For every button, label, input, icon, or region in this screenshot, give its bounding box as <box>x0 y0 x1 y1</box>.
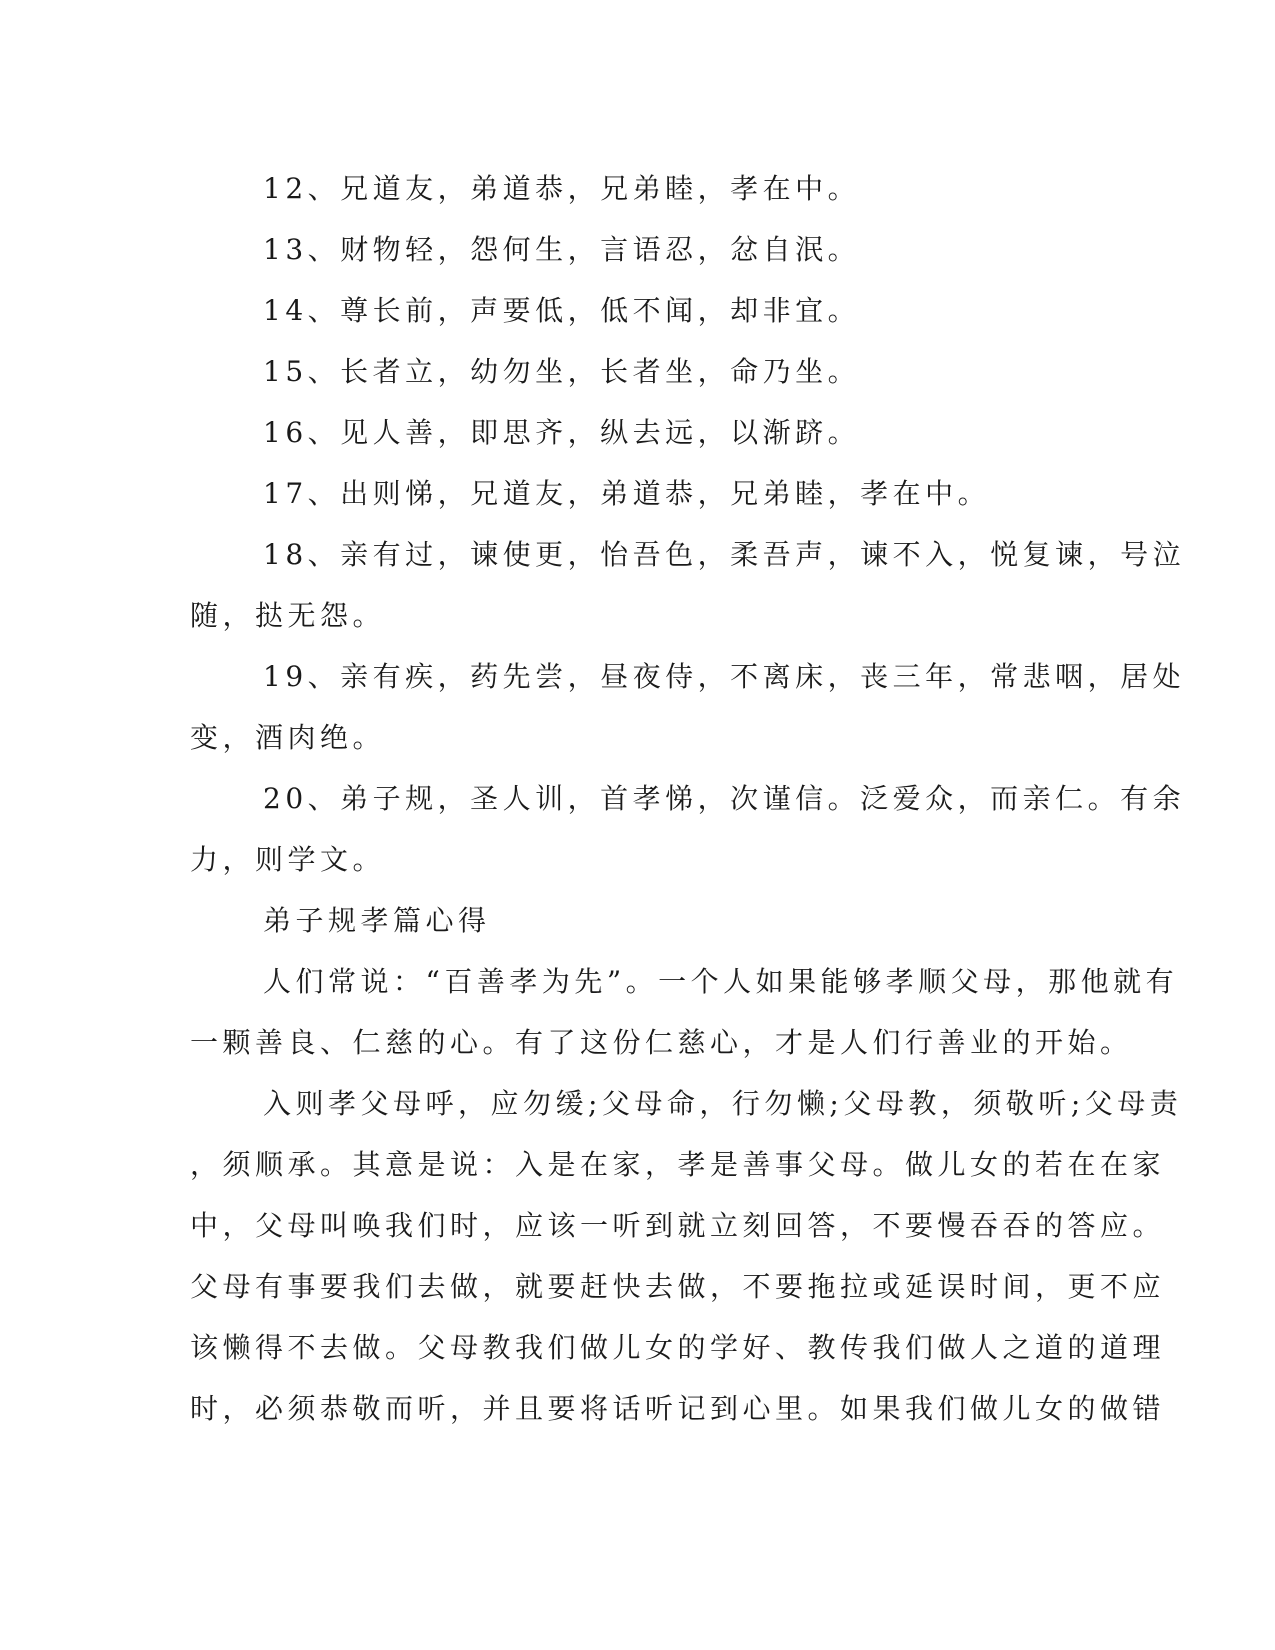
verse-line: 16、见人善，即思齐，纵去远，以渐跻。 <box>263 416 861 449</box>
verse-item-20 <box>190 768 1186 890</box>
verse-line: 12、兄道友，弟道恭，兄弟睦，孝在中。 <box>263 172 861 205</box>
section-heading <box>190 890 1080 951</box>
paragraph-line: 中，父母叫唤我们时，应该一听到就立刻回答，不要慢吞吞的答应。 <box>190 1209 1166 1242</box>
verse-line: 18、亲有过，谏使更，怡吾色，柔吾声，谏不入，悦复谏，号泣 <box>263 538 1186 571</box>
paragraph-line: 该懒得不去做。父母教我们做儿女的学好、教传我们做人之道的道理 <box>190 1331 1166 1364</box>
verse-item-18 <box>190 524 1186 646</box>
paragraph-line: 一颗善良、仁慈的心。有了这份仁慈心，才是人们行善业的开始。 <box>190 1026 1133 1059</box>
verse-item-13 <box>190 219 1080 280</box>
verse-line: 14、尊长前，声要低，低不闻，却非宜。 <box>263 294 861 327</box>
paragraph-1 <box>190 951 1179 1073</box>
verse-line: 随，挞无怨。 <box>190 599 386 632</box>
verse-line: 20、弟子规，圣人训，首孝悌，次谨信。泛爱众，而亲仁。有余 <box>263 782 1186 815</box>
paragraph-line: 父母有事要我们去做，就要赶快去做，不要拖拉或延误时间，更不应 <box>190 1270 1166 1303</box>
verse-item-17 <box>190 463 1080 524</box>
verse-line: 13、财物轻，怨何生，言语忍，忿自泯。 <box>263 233 861 266</box>
verse-item-14 <box>190 280 1080 341</box>
verse-item-19 <box>190 646 1186 768</box>
verse-line: 变，酒肉绝。 <box>190 721 386 754</box>
verse-line: 15、长者立，幼勿坐，长者坐，命乃坐。 <box>263 355 861 388</box>
verse-item-12 <box>190 158 1080 219</box>
paragraph-line: 时，必须恭敬而听，并且要将话听记到心里。如果我们做儿女的做错 <box>190 1392 1166 1425</box>
heading-text: 弟子规孝篇心得 <box>263 904 491 937</box>
paragraph-line: 人们常说：“百善孝为先”。一个人如果能够孝顺父母，那他就有 <box>263 965 1179 998</box>
verse-item-16 <box>190 402 1080 463</box>
paragraph-line: 入则孝父母呼，应勿缓;父母命，行勿懒;父母教，须敬听;父母责 <box>263 1087 1183 1120</box>
paragraph-2 <box>190 1073 1183 1439</box>
verse-item-15 <box>190 341 1080 402</box>
verse-line: 19、亲有疾，药先尝，昼夜侍，不离床，丧三年，常悲咽，居处 <box>263 660 1186 693</box>
verse-line: 力，则学文。 <box>190 843 386 876</box>
paragraph-line: ，须顺承。其意是说：入是在家，孝是善事父母。做儿女的若在在家 <box>190 1148 1166 1181</box>
verse-line: 17、出则悌，兄道友，弟道恭，兄弟睦，孝在中。 <box>263 477 991 510</box>
document-page <box>190 158 1186 1439</box>
